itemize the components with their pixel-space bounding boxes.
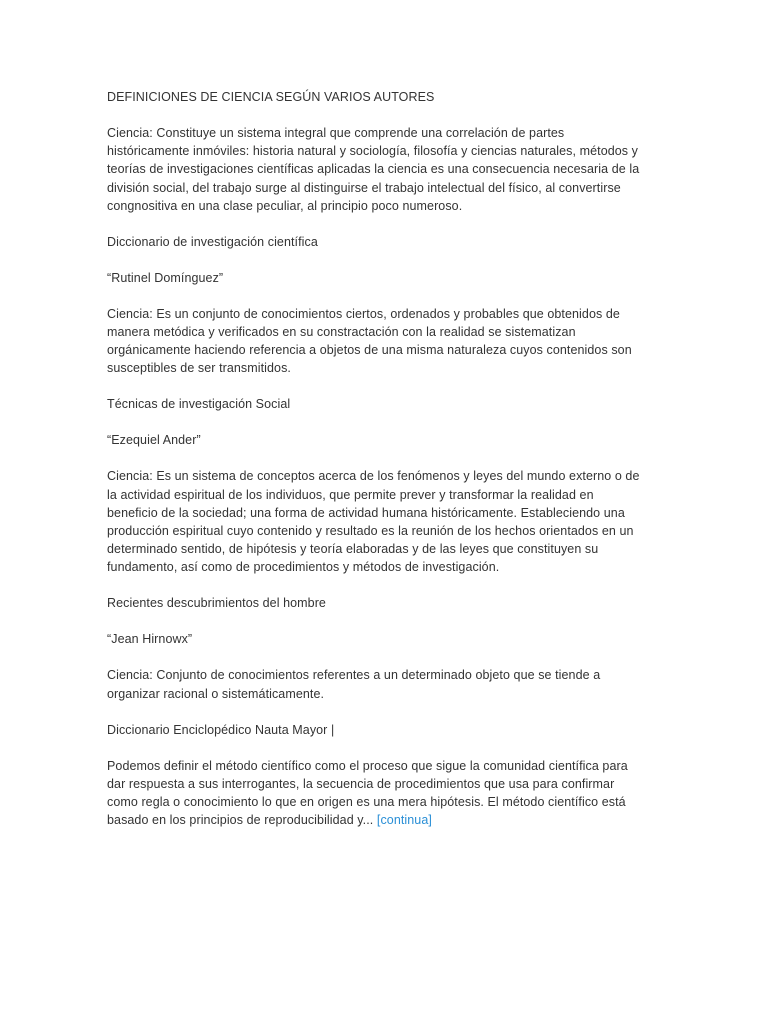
paragraph-line: beneficio de la sociedad; una forma de actividad humana históricamente. Estableciendo una xyxy=(107,505,625,520)
source-text: Diccionario Enciclopédico Nauta Mayor | xyxy=(107,722,335,737)
paragraph-line: manera metódica y verificados en su constractación con la realidad se sistematizan xyxy=(107,325,576,340)
author-text: “Jean Hirnowx” xyxy=(107,632,193,647)
source-reference-2 xyxy=(107,395,667,413)
paragraph-line: congnositiva en una clase peculiar, al principio poco numeroso. xyxy=(107,198,463,213)
author-name-3 xyxy=(107,630,667,648)
definition-paragraph-2 xyxy=(107,305,667,378)
paragraph-line: como regla o conocimiento lo que en origen es una mera hipótesis. El método científico está xyxy=(107,795,626,810)
paragraph-line: dar respuesta a sus interrogantes, la secuencia de procedimientos que usa para confirmar xyxy=(107,776,615,791)
paragraph-line: Ciencia: Conjunto de conocimientos referentes a un determinado objeto que se tiende a xyxy=(107,668,601,683)
document-title xyxy=(107,88,667,106)
author-name-1 xyxy=(107,269,667,287)
paragraph-line: Ciencia: Constituye un sistema integral que comprende una correlación de partes xyxy=(107,126,565,140)
author-text: “Rutinel Domínguez” xyxy=(107,270,224,285)
paragraph-line: Ciencia: Es un conjunto de conocimientos ciertos, ordenados y probables que obtenidos de xyxy=(107,306,620,321)
paragraph-line: organizar racional o sistemáticamente. xyxy=(107,686,325,701)
paragraph-line: susceptibles de ser transmitidos. xyxy=(107,361,291,376)
closing-paragraph xyxy=(107,757,667,830)
source-text: Técnicas de investigación Social xyxy=(107,397,291,412)
continue-link[interactable]: [continua] xyxy=(376,813,432,828)
paragraph-line: Podemos definir el método científico como el proceso que sigue la comunidad científica para xyxy=(107,758,628,773)
paragraph-line: teorías de investigaciones científicas aplicadas la ciencia es una consecuencia necesaria de la xyxy=(107,162,640,177)
paragraph-line: Ciencia: Es un sistema de conceptos acerca de los fenómenos y leyes del mundo externo o de xyxy=(107,469,640,484)
source-reference-1 xyxy=(107,233,667,251)
author-name-2 xyxy=(107,431,667,449)
paragraph-line: fundamento, así como de procedimientos y métodos de investigación. xyxy=(107,560,500,575)
document-body xyxy=(107,88,667,847)
paragraph-line: orgánicamente haciendo referencia a objetos de una misma naturaleza cuyos contenidos son xyxy=(107,343,632,358)
paragraph-line: producción espiritual cuyo contenido y resultado es la reunión de los hechos orientados en un xyxy=(107,524,634,539)
title-text: DEFINICIONES DE CIENCIA SEGÚN VARIOS AUTORES xyxy=(107,90,435,104)
paragraph-line-text: basado en los principios de reproducibilidad y... xyxy=(107,813,377,828)
definition-paragraph-4 xyxy=(107,666,667,702)
definition-paragraph-1 xyxy=(107,124,667,215)
paragraph-line: la actividad espiritual de los individuos, que permite prever y transformar la realidad en xyxy=(107,487,594,502)
source-reference-4 xyxy=(107,721,667,739)
paragraph-line: históricamente inmóviles: historia natural y sociología, filosofía y ciencias naturales, métodos y xyxy=(107,144,639,159)
paragraph-line: división social, del trabajo surge al distinguirse el trabajo intelectual del físico, al convertirse xyxy=(107,180,621,195)
paragraph-line: determinado sentido, de hipótesis y teoría elaboradas y de las leyes que constituyen su xyxy=(107,542,599,557)
source-reference-3 xyxy=(107,594,667,612)
source-text: Diccionario de investigación científica xyxy=(107,234,318,249)
definition-paragraph-3 xyxy=(107,467,667,576)
paragraph-last-line xyxy=(107,811,667,829)
author-text: “Ezequiel Ander” xyxy=(107,433,201,448)
source-text: Recientes descubrimientos del hombre xyxy=(107,596,326,611)
